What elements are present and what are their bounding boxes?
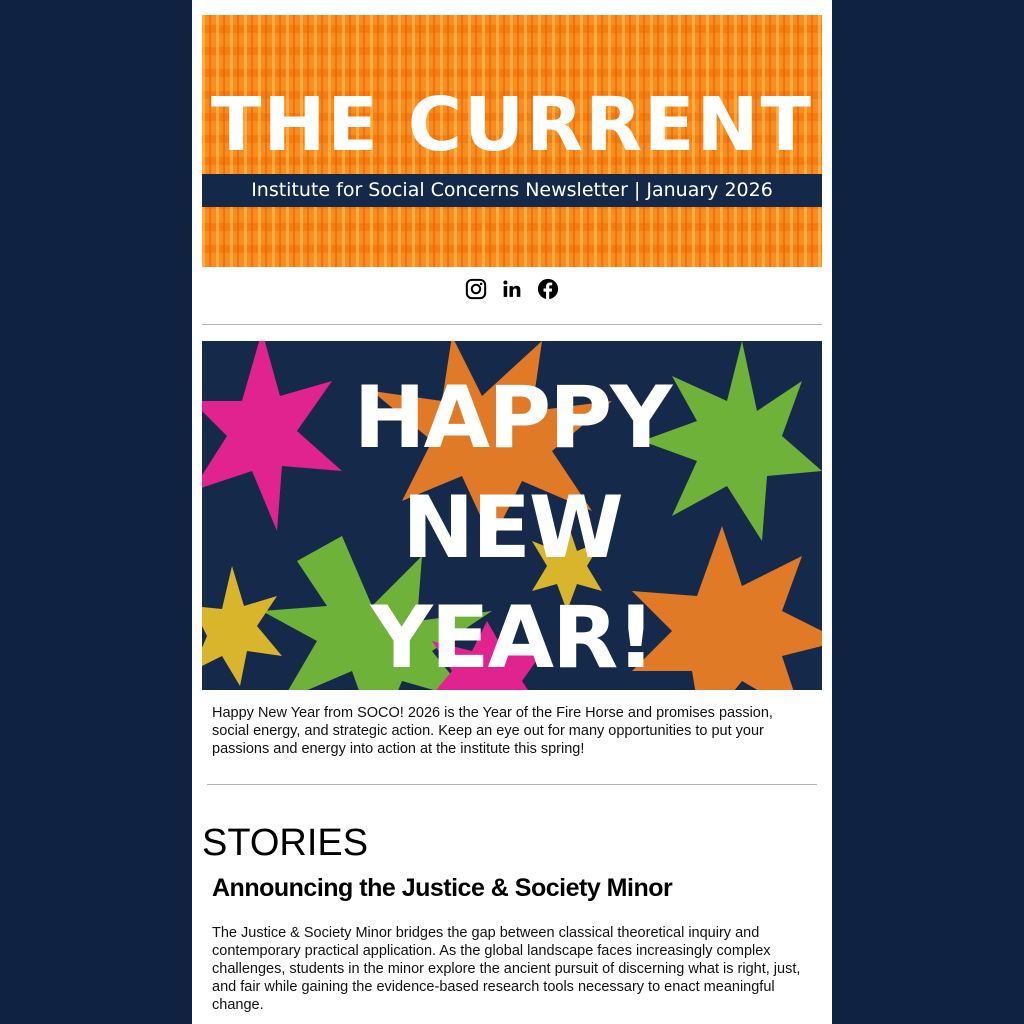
newsletter-banner <box>202 15 822 267</box>
banner-subtitle: Institute for Social Concerns Newsletter | January 2026 <box>202 174 822 207</box>
divider <box>207 784 817 785</box>
stories-section-title: STORIES <box>202 822 369 864</box>
happy-new-year-hero-image <box>202 341 822 690</box>
hero-line-3: YEAR! <box>370 588 654 688</box>
newsletter-email <box>192 0 832 1024</box>
hero-greeting <box>202 363 822 690</box>
story-body: The Justice & Society Minor bridges the gap between classical theoretical inquiry and contemporary practical application. As the global landscape faces increasingly complex challenges, students in the minor explore the ancient pursuit of discerning what is right, just, and fair while gaining the evidence-based research tools necessary to enact meaningful change. <box>212 925 801 1013</box>
linkedin-icon[interactable] <box>500 275 524 303</box>
intro-paragraph: Happy New Year from SOCO! 2026 is the Year of the Fire Horse and promises passion, social energy, and strategic action. Keep an eye out for many opportunities to put your passions and energy into action at the institute this spring! <box>212 705 773 757</box>
hero-line-2: NEW <box>402 478 622 578</box>
hero-line-1: HAPPY <box>353 368 671 468</box>
facebook-icon[interactable] <box>536 275 560 303</box>
divider <box>202 324 822 325</box>
social-links <box>192 275 832 303</box>
instagram-icon[interactable] <box>464 275 488 303</box>
banner-title: THE CURRENT <box>210 82 814 168</box>
story-title[interactable]: Announcing the Justice & Society Minor <box>212 874 673 902</box>
